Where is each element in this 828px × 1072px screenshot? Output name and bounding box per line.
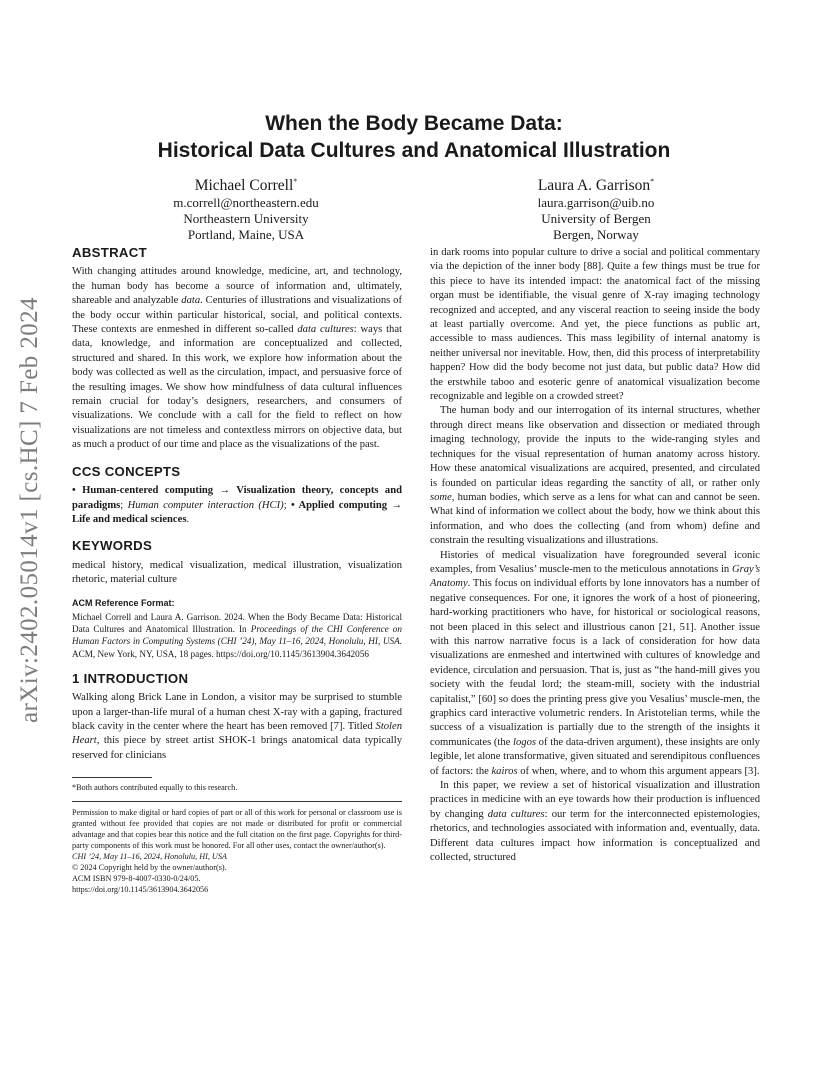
body-paragraph-2: The human body and our interrogation of its internal structures, whether through direct means like observation and dissection or mediated through imaging technology, provide the inputs to the wide-ranging styles and techniques for the visual representation of human anatomy across history. How these anatomical visualizations are acquired, presented, and circulated is founded on particular ideas regarding the sanctity of all, or rather only some, human bodies, which serve as a lens for what can and cannot be seen. What kind of information we collect about the body, how we think about this information, and who does the collecting (and from whom) define and constrain the resulting visualizations and illustrations. xyxy=(430,405,760,547)
doi-link[interactable]: https://doi.org/10.1145/3613904.3642056 xyxy=(72,885,209,895)
isbn: ACM ISBN 979-8-4007-0330-0/24/05. xyxy=(72,874,201,884)
paper-title xyxy=(0,110,828,164)
author-affiliation: Northeastern University xyxy=(183,211,309,227)
author-name: Laura A. Garrison* xyxy=(537,177,655,195)
permission-divider xyxy=(72,801,402,802)
author-affiliation: University of Bergen xyxy=(541,211,651,227)
author-email[interactable]: m.correll@northeastern.edu xyxy=(173,195,319,211)
introduction-paragraph: Walking along Brick Lane in London, a visitor may be surprised to stumble upon a larger-than-life mural of a human chest X-ray with a gaping, fractured black cavity in the center where the heart has been removed [7]. Titled Stolen Heart, this piece by street artist SHOK-1 brings anatomical data typically reserved for clinicians xyxy=(72,692,402,761)
author-location: Bergen, Norway xyxy=(553,227,639,243)
abstract-heading: ABSTRACT xyxy=(72,245,147,260)
introduction-heading: 1 INTRODUCTION xyxy=(72,670,189,686)
author-block-2 xyxy=(446,172,746,243)
author-footnote: *Both authors contributed equally to this research. xyxy=(72,783,238,793)
acm-reference-heading: ACM Reference Format: xyxy=(72,597,175,608)
body-paragraph-1: in dark rooms into popular culture to drive a social and political commentary via the depiction of the inner body [88]. Quite a few things must be true for this piece to have its intended impact: the anatomical fact of the missing organ must be identifiable, the visual genre of X-ray imaging technology recognized and accepted, and any visceral reaction to seeing inside the body at least partially overcome. And yet, the piece functions as public art, accessible to mass audiences. This mass legibility of internal anatomy is neither universal nor inevitable. How, then, did this process of interpretability happen? How did the body become not just data, but public data? How did the erstwhile taboo and esoteric genre of anatomical visualization become recognizable and legible on a crowded street? xyxy=(430,247,760,403)
author-block-1 xyxy=(96,172,396,243)
paper-title-line-2: Historical Data Cultures and Anatomical Illustration xyxy=(157,139,671,162)
ccs-text: • Human-centered computing → Visualization theory, concepts and paradigms; Human computer interaction (HCI); • Applied computing → Life and medical sciences. xyxy=(72,485,402,525)
arxiv-identifier-stamp xyxy=(12,290,48,730)
abstract-text: With changing attitudes around knowledge, medicine, art, and technology, the human body has become a source of information and, ultimately, shareable and analyzable data. Centuries of illustrations and visualizations of the body occur within particular historical, social, and political contexts. These contexts are enmeshed in different so-called data cultures: ways that data, knowledge, and information are conceptualized and collected, structured and shared. In this work, we explore how information about the body was collected as well as the circulation, impact, and persuasive force of the resulting images. We show how mindfulness of data cultural influences remain crucial for today’s designers, researchers, and consumers of visualizations. We conclude with a call for the field to reflect on how visualizations are not timeless and contextless mirrors on objective data, but as much a product of our time and place as the visualizations of the past. xyxy=(72,266,403,451)
author-name: Michael Correll* xyxy=(194,177,298,195)
paper-title-line-1: When the Body Became Data: xyxy=(265,112,563,135)
body-paragraph-3: Histories of medical visualization have foregrounded several iconic examples, from Vesalius’ muscle-men to the meticulous annotations in Gray’s Anatomy. This focus on individual efforts by lone innovators has a number of negative consequences. For one, it ignores the work of a host of pioneering, hard-working practitioners who have, for historical or sociological reasons, not been placed in this select and illustrious canon [21, 51]. Another issue with this narrow narrative focus is a lack of consideration for how data visualizations are enmeshed and intertwined with cultures of knowledge and evidence, circulation and persuasion. That is, just as “the hand-mill gives you society with the feudal lord; the steam-mill, society with the industrial capitalist,” [60] so does the printing press give you Vesalius’ muscle-men, the graphics card interactive volumetric renders. In Aristotelian terms, while the success of a visualization is partially due to the strength of the insights it communicates (the logos of the data-driven argument), these insights are only legible, let alone transformative, given situated and serendipitous confluences of factors: the kairos of when, where, and to whom this argument appears [3]. xyxy=(430,549,760,777)
body-paragraph-4: In this paper, we review a set of historical visualization and illustration practices in medicine with an eye towards how their production is influenced by changing data cultures: our term for the interconnected epistemologies, rhetorics, and technologies associated with information and, eventually, data. Different data cultures impact how information is conceptualized and collected, structured xyxy=(430,780,760,864)
right-column xyxy=(430,246,760,865)
copyright-notice: © 2024 Copyright held by the owner/author(s). xyxy=(72,863,227,873)
arxiv-identifier-text: arXiv:2402.05014v1 [cs.HC] 7 Feb 2024 xyxy=(16,297,43,723)
permission-text: Permission to make digital or hard copies of part or all of this work for personal or classroom use is granted without fee provided that copies are not made or distributed for profit or commercial advantage and that copies bear this notice and the full citation on the first page. Copyrights for third-party components of this work must be honored. For all other uses, contact the owner/author(s). xyxy=(72,808,402,851)
permission-block xyxy=(72,807,402,895)
conference-venue: CHI ’24, May 11–16, 2024, Honolulu, HI, USA xyxy=(72,852,227,862)
left-column xyxy=(72,246,402,895)
keywords-heading: KEYWORDS xyxy=(72,538,153,554)
footnote-divider xyxy=(72,777,152,778)
author-email[interactable]: laura.garrison@uib.no xyxy=(537,195,655,211)
author-location: Portland, Maine, USA xyxy=(187,227,305,243)
acm-reference-text: Michael Correll and Laura A. Garrison. 2024. When the Body Became Data: Historical Data Cultures and Anatomical Illustration. In Proceedings of the CHI Conference on Human Factors in Computing Systems (CHI ’24), May 11–16, 2024, Honolulu, HI, USA. ACM, New York, NY, USA, 18 pages. https://doi.org/10.1145/3613904.3642056 xyxy=(72,611,402,659)
ccs-heading: CCS CONCEPTS xyxy=(72,463,181,479)
keywords-text: medical history, medical visualization, medical illustration, visualization rhetoric, material culture xyxy=(72,559,402,586)
